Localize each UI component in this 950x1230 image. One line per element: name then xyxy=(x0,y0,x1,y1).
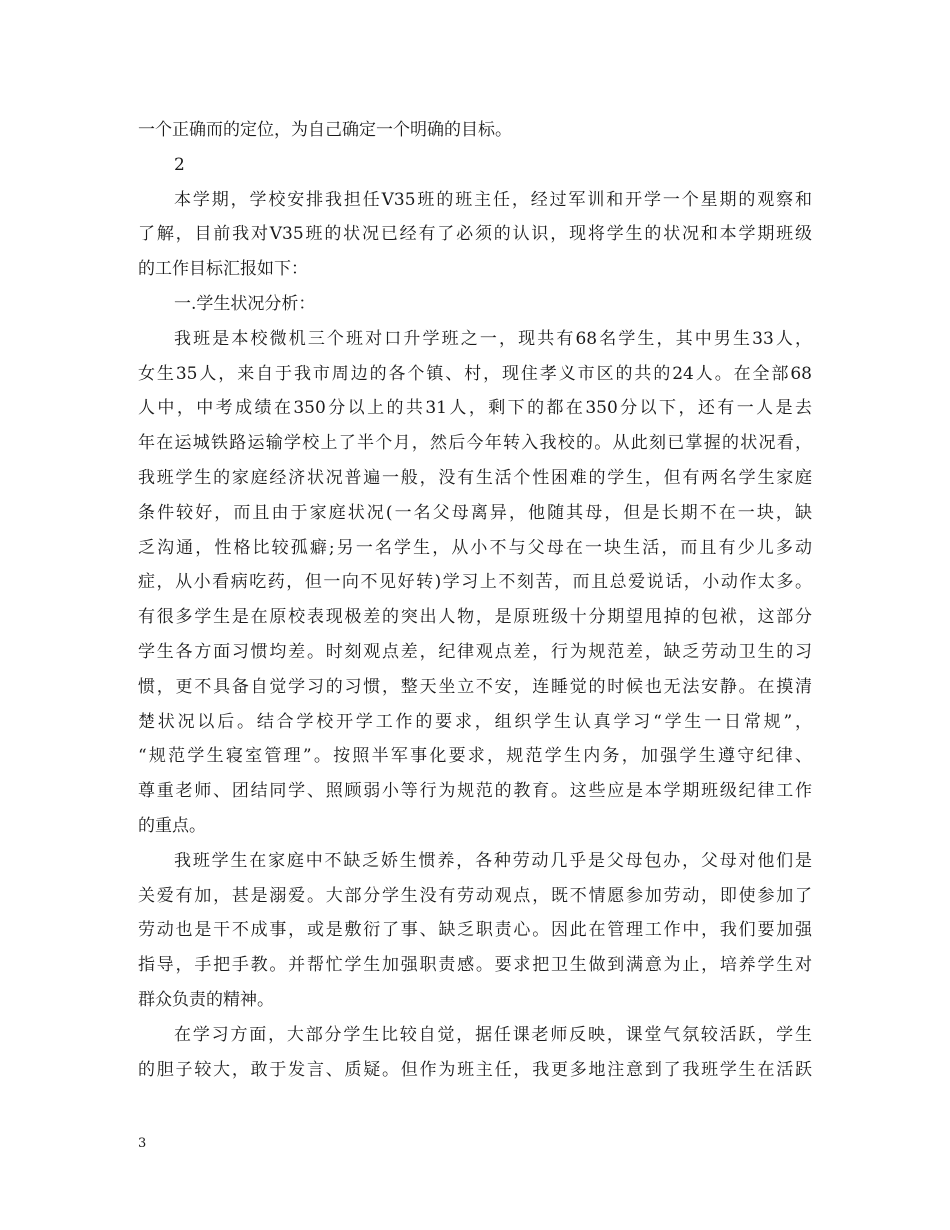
text-line: 2 xyxy=(174,154,185,175)
text-line: 惯，更不具备自觉学习的习惯，整天坐立不安，连睡觉的时候也无法安静。在摸清 xyxy=(138,676,812,697)
text-line: “规范学生寝室管理”。按照半军事化要求，规范学生内务，加强学生遵守纪律、 xyxy=(138,746,812,767)
text-line: 我班是本校微机三个班对口升学班之一，现共有68名学生，其中男生33人， xyxy=(174,328,812,349)
text-line: 我班学生在家庭中不缺乏娇生惯养，各种劳动几乎是父母包办，父母对他们是 xyxy=(174,850,812,871)
text-line: 的重点。 xyxy=(138,815,206,836)
page-number: 3 xyxy=(138,1136,147,1151)
text-line: 楚状况以后。结合学校开学工作的要求，组织学生认真学习“学生一日常规”， xyxy=(138,711,812,732)
text-line: 劳动也是干不成事，或是敷衍了事、缺乏职责心。因此在管理工作中，我们要加强 xyxy=(138,920,812,941)
document-body xyxy=(138,113,812,1087)
text-line: 的胆子较大，敢于发言、质疑。但作为班主任，我更多地注意到了我班学生在活跃 xyxy=(138,1059,812,1080)
text-line: 了解，目前我对V35班的状况已经有了必须的认识，现将学生的状况和本学期班级 xyxy=(138,224,812,245)
text-line: 乏沟通，性格比较孤癖;另一名学生，从小不与父母在一块生活，而且有少儿多动 xyxy=(138,537,812,558)
text-line: 条件较好，而且由于家庭状况(一名父母离异，他随其母，但是长期不在一块，缺 xyxy=(138,502,812,523)
text-line: 指导，手把手教。并帮忙学生加强职责感。要求把卫生做到满意为止，培养学生对 xyxy=(138,955,812,976)
text-line: 一.学生状况分析： xyxy=(174,293,316,314)
text-line: 一个正确而的定位，为自己确定一个明确的目标。 xyxy=(138,120,512,140)
text-line: 症，从小看病吃药，但一向不见好转)学习上不刻苦，而且总爱说话，小动作太多。 xyxy=(138,572,812,593)
text-line: 关爱有加，甚是溺爱。大部分学生没有劳动观点，既不情愿参加劳动，即使参加了 xyxy=(138,885,812,906)
text-line: 有很多学生是在原校表现极差的突出人物，是原班级十分期望甩掉的包袱，这部分 xyxy=(138,607,812,628)
text-line: 人中，中考成绩在350分以上的共31人，剩下的都在350分以下，还有一人是去 xyxy=(138,398,812,419)
text-line: 在学习方面，大部分学生比较自觉，据任课老师反映，课堂气氛较活跃，学生 xyxy=(174,1024,812,1045)
text-line: 我班学生的家庭经济状况普遍一般，没有生活个性困难的学生，但有两名学生家庭 xyxy=(138,467,812,488)
text-line: 尊重老师、团结同学、照顾弱小等行为规范的教育。这些应是本学期班级纪律工作 xyxy=(138,781,812,802)
text-line: 学生各方面习惯均差。时刻观点差，纪律观点差，行为规范差，缺乏劳动卫生的习 xyxy=(138,641,812,662)
text-line: 女生35人，来自于我市周边的各个镇、村，现住孝义市区的共的24人。在全部68 xyxy=(138,363,812,384)
text-line: 的工作目标汇报如下： xyxy=(138,259,308,280)
text-line: 年在运城铁路运输学校上了半个月，然后今年转入我校的。从此刻已掌握的状况看， xyxy=(138,433,812,454)
text-line: 群众负责的精神。 xyxy=(138,989,274,1010)
text-line: 本学期，学校安排我担任V35班的班主任，经过军训和开学一个星期的观察和 xyxy=(174,189,812,210)
